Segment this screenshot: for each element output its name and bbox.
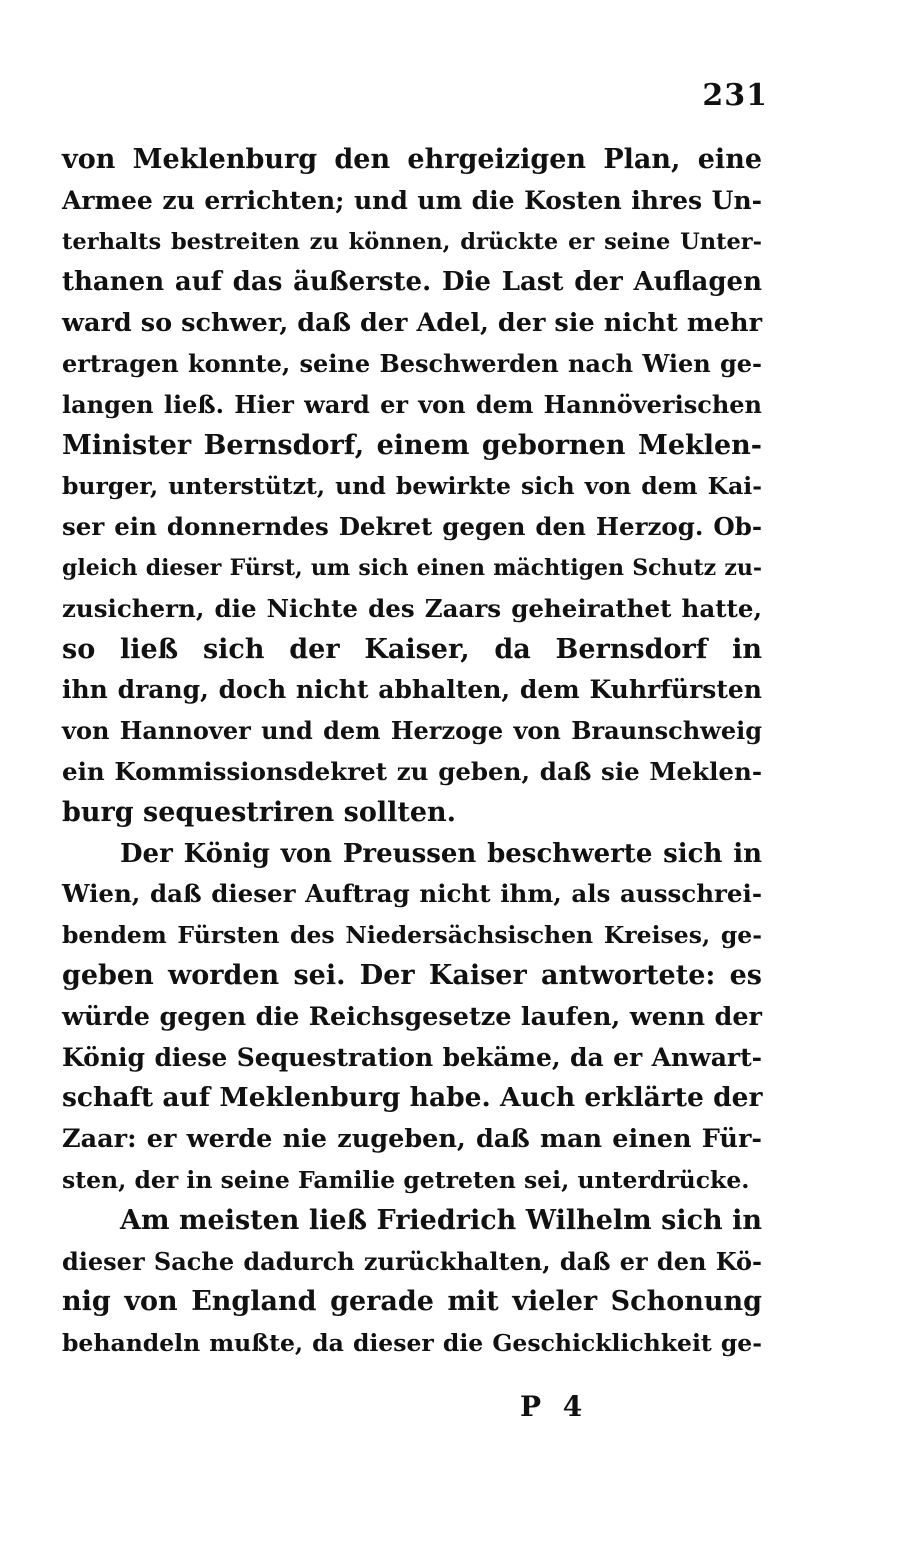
text-line: ein Kommissionsdekret zu geben, daß sie Meklen- <box>62 756 762 786</box>
text-line: gleich dieser Fürst, um sich einen mächtigen Schutz zu- <box>62 554 762 581</box>
text-line: Wien, daß dieser Auftrag nicht ihm, als ausschrei- <box>62 879 762 909</box>
body-text <box>62 140 762 1364</box>
text-line: dieser Sache dadurch zurückhalten, daß er den Kö- <box>62 1246 762 1276</box>
text-line: schaft auf Meklenburg habe. Auch erklärte der <box>62 1082 763 1114</box>
text-line: ertragen konnte, seine Beschwerden nach Wien ge- <box>62 348 762 378</box>
text-line: so ließ sich der Kaiser, da Bernsdorf in <box>62 633 762 665</box>
paragraph-first-line: Der König von Preussen beschwerte sich in <box>120 838 762 869</box>
text-line: sten, der in seine Familie getreten sei, unterdrücke. <box>62 1165 750 1194</box>
text-line: geben worden sei. Der Kaiser antwortete: es <box>62 959 762 991</box>
text-line: König diese Sequestration bekäme, da er Anwart- <box>62 1042 762 1072</box>
text-line: ser ein donnerndes Dekret gegen den Herzog. Ob- <box>62 512 762 542</box>
text-line: von Meklenburg den ehrgeizigen Plan, eine <box>62 144 762 175</box>
text-line: burg sequestriren sollten. <box>62 796 457 828</box>
text-line: langen ließ. Hier ward er von dem Hannöverischen <box>62 389 762 419</box>
text-line: würde gegen die Reichsgesetze laufen, wenn der <box>62 1001 762 1032</box>
text-line: von Hannover und dem Herzoge von Braunschweig <box>62 716 762 746</box>
text-line: ihn drang, doch nicht abhalten, dem Kuhrfürsten <box>62 675 762 705</box>
signature-mark: P 4 <box>520 1390 589 1423</box>
text-line: zusichern, die Nichte des Zaars geheirathet hatte, <box>62 593 762 623</box>
page-number: 231 <box>702 78 768 113</box>
text-line: thanen auf das äußerste. Die Last der Auflagen <box>62 267 762 298</box>
text-line: behandeln mußte, da dieser die Geschicklichkeit ge- <box>62 1329 762 1358</box>
text-line: nig von England gerade mit vieler Schonung <box>62 1286 762 1318</box>
text-line: burger, unterstützt, und bewirkte sich von dem Kai- <box>62 472 762 501</box>
text-line: ward so schwer, daß der Adel, der sie nicht mehr <box>62 308 762 339</box>
text-line: Minister Bernsdorf, einem gebornen Meklen- <box>62 429 762 461</box>
text-line: Armee zu errichten; und um die Kosten ihres Un- <box>62 185 762 215</box>
text-line: terhalts bestreiten zu können, drückte er seine Unter- <box>62 228 762 255</box>
text-line: Zaar: er werde nie zugeben, daß man einen Für- <box>62 1124 762 1155</box>
text-line: bendem Fürsten des Niedersächsischen Kreises, ge- <box>62 921 762 950</box>
paragraph-first-line: Am meisten ließ Friedrich Wilhelm sich in <box>120 1204 762 1236</box>
